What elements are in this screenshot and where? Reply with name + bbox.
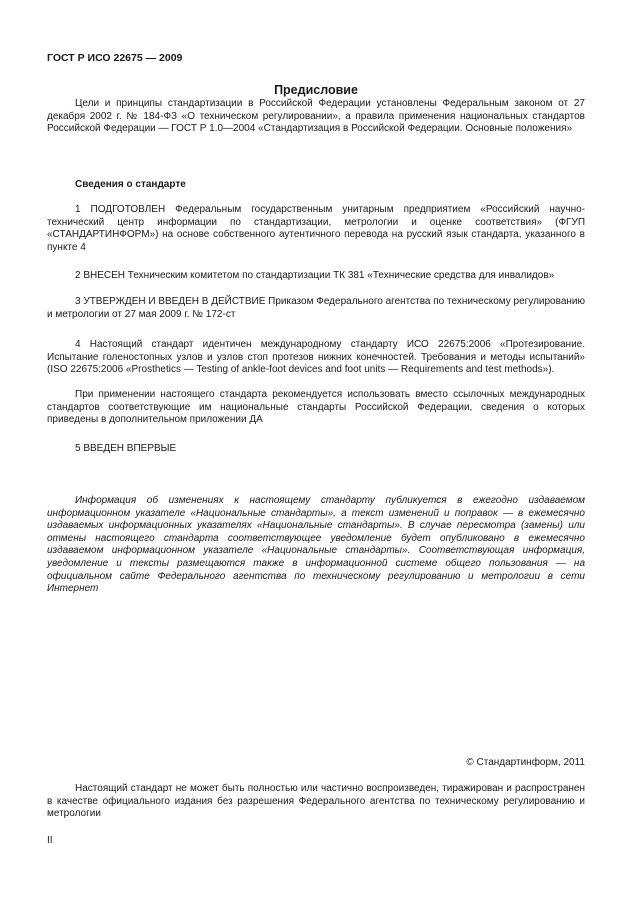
copyright: © Стандартинформ, 2011 <box>466 757 585 768</box>
document-header: ГОСТ Р ИСО 22675 — 2009 <box>47 52 183 64</box>
item-5: 5 ВВЕДЕН ВПЕРВЫЕ <box>75 443 177 454</box>
document-page <box>47 0 585 913</box>
intro-paragraph: Цели и принципы стандартизации в Российской Федерации установлены Федеральным законом от 27 декабря 2002 г. № 184-ФЗ «О техническом регулировании», а правила применения национальных стандартов Российской Федерации — ГОСТ Р 1.0—2004 «Стандартизация в Российской Федерации. Основные положения» <box>47 98 585 135</box>
item-4: 4 Настоящий стандарт идентичен международному стандарту ИСО 22675:2006 «Протезирование. Испытание голеностопных узлов и узлов стоп протезов нижних конечностей. Требования и методы испытаний» (ISO 22675:2006 «Prosthetics — Testing of ankle-foot devices and foot units — Requirements and test methods»). <box>47 339 585 376</box>
page-number: II <box>47 835 53 846</box>
info-heading: Сведения о стандарте <box>75 179 186 190</box>
item-2: 2 ВНЕСЕН Техническим комитетом по стандартизации ТК 381 «Технические средства для инвалидов» <box>75 270 555 281</box>
page-title: Предисловие <box>274 83 358 97</box>
item-4-note: При применении настоящего стандарта рекомендуется использовать вместо ссылочных международных стандартов соответствующие им национальные стандарты Российской Федерации, сведения о которых приведены в дополнительном приложении ДА <box>47 389 585 426</box>
reproduction-notice: Настоящий стандарт не может быть полностью или частично воспроизведен, тиражирован и распространен в качестве официального издания без разрешения Федерального агентства по техническому регулированию и метрологии <box>47 783 585 820</box>
item-1: 1 ПОДГОТОВЛЕН Федеральным государственным унитарным предприятием «Российский научно-технический центр информации по стандартизации, метрологии и оценке соответствия» (ФГУП «СТАНДАРТИНФОРМ») на основе собственного аутентичного перевода на русский язык стандарта, указанного в пункте 4 <box>47 204 585 253</box>
notice-paragraph: Информация об изменениях к настоящему стандарту публикуется в ежегодно издаваемом информационном указателе «Национальные стандарты», а текст изменений и поправок — в ежемесячно издаваемых информационных указателях «Национальные стандарты». В случае пересмотра (замены) или отмены настоящего стандарта соответствующее уведомление будет опубликовано в ежемесячно издаваемом информационном указателе «Национальные стандарты». Соответствующая информация, уведомление и тексты размещаются также в информационной системе общего пользования — на официальном сайте Федерального агентства по техническому регулированию и метрологии в сети Интернет <box>47 495 585 595</box>
item-3: 3 УТВЕРЖДЕН И ВВЕДЕН В ДЕЙСТВИЕ Приказом Федерального агентства по техническому регулированию и метрологии от 27 мая 2009 г. № 172-ст <box>47 296 585 320</box>
